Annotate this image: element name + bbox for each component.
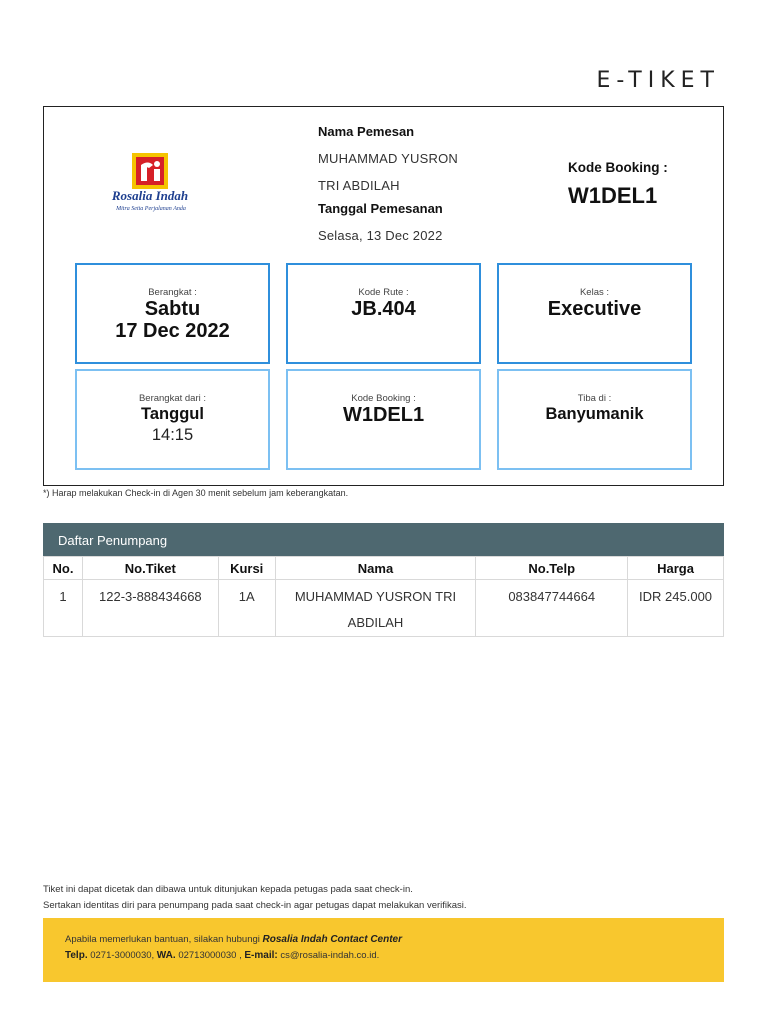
kode-booking-value: W1DEL1 [568, 183, 658, 208]
card-kelas-value: Executive [547, 298, 642, 320]
passenger-table [43, 556, 724, 637]
contact-box [43, 918, 724, 982]
table-row [44, 580, 724, 637]
contact-intro: Apabila memerlukan bantuan, silakan hubungi [65, 934, 260, 945]
card-kode-rute [286, 263, 481, 364]
card-berangkat-dari-label: Berangkat dari : [138, 393, 207, 404]
tanggal-pemesanan-label: Tanggal Pemesanan [318, 201, 443, 216]
pemesan-label: Nama Pemesan [318, 124, 415, 139]
email-label: E-mail: [244, 950, 278, 961]
card-kode-booking-value: W1DEL1 [342, 404, 425, 426]
card-kode-rute-label: Kode Rute : [358, 287, 409, 298]
card-tiba-di-value: Banyumanik [545, 405, 644, 423]
column-header-telp: No.Telp [476, 557, 628, 580]
wa-label: WA. [156, 950, 176, 961]
cell-nama: MUHAMMAD YUSRON TRI ABDILAH [275, 580, 476, 637]
cell-kursi: 1A [218, 580, 275, 637]
column-header-harga: Harga [628, 557, 724, 580]
telp-label: Telp. [65, 950, 88, 961]
cell-harga: IDR 245.000 [628, 580, 724, 637]
logo-name: Rosalia Indah [111, 188, 189, 203]
wa-value[interactable]: 02713000030 , [178, 950, 242, 961]
column-header-tiket: No.Tiket [82, 557, 218, 580]
card-berangkat-time: 14:15 [151, 426, 194, 444]
card-berangkat-date: 17 Dec 2022 [115, 320, 230, 342]
contact-details-line [65, 950, 379, 961]
page-title: E-TIKET [596, 68, 720, 93]
email-link[interactable]: cs@rosalia-indah.co.id. [280, 950, 380, 961]
cell-telp: 083847744664 [476, 580, 628, 637]
cell-tiket: 122-3-888434668 [82, 580, 218, 637]
card-berangkat-day: Sabtu [144, 298, 201, 320]
table-header-row [44, 557, 724, 580]
passenger-section-title: Daftar Penumpang [43, 523, 724, 556]
kode-booking-label: Kode Booking : [568, 160, 668, 175]
card-berangkat-label: Berangkat : [148, 287, 197, 298]
pemesan-name-line1: MUHAMMAD YUSRON [318, 151, 458, 166]
contact-center-name: Rosalia Indah Contact Center [262, 934, 402, 945]
cell-no: 1 [44, 580, 83, 637]
rosalia-logo-icon [132, 153, 168, 189]
card-kelas [497, 263, 692, 364]
card-berangkat-dari [75, 369, 270, 470]
card-berangkat-dari-value: Tanggul [141, 405, 204, 423]
logo-tagline: Mitra Setia Perjalanan Anda [116, 206, 186, 212]
column-header-no: No. [44, 557, 83, 580]
card-berangkat [75, 263, 270, 364]
card-kode-booking [286, 369, 481, 470]
footer-note-print: Tiket ini dapat dicetak dan dibawa untuk ditunjukan kepada petugas pada saat check-in. [43, 884, 413, 895]
tanggal-pemesanan-value: Selasa, 13 Dec 2022 [318, 228, 443, 243]
column-header-nama: Nama [275, 557, 476, 580]
column-header-kursi: Kursi [218, 557, 275, 580]
contact-intro-line [65, 934, 402, 945]
card-kode-rute-value: JB.404 [351, 298, 416, 320]
checkin-note: *) Harap melakukan Check-in di Agen 30 menit sebelum jam keberangkatan. [43, 488, 349, 498]
card-tiba-di [497, 369, 692, 470]
pemesan-name-line2: TRI ABDILAH [318, 178, 400, 193]
card-kelas-label: Kelas : [579, 287, 610, 298]
card-kode-booking-label: Kode Booking : [351, 393, 416, 404]
company-logo [100, 153, 200, 217]
telp-value[interactable]: 0271-3000030, [90, 950, 155, 961]
footer-note-identity: Sertakan identitas diri para penumpang pada saat check-in agar petugas dapat melakukan verifikasi. [43, 900, 467, 911]
card-tiba-di-label: Tiba di : [577, 393, 612, 404]
